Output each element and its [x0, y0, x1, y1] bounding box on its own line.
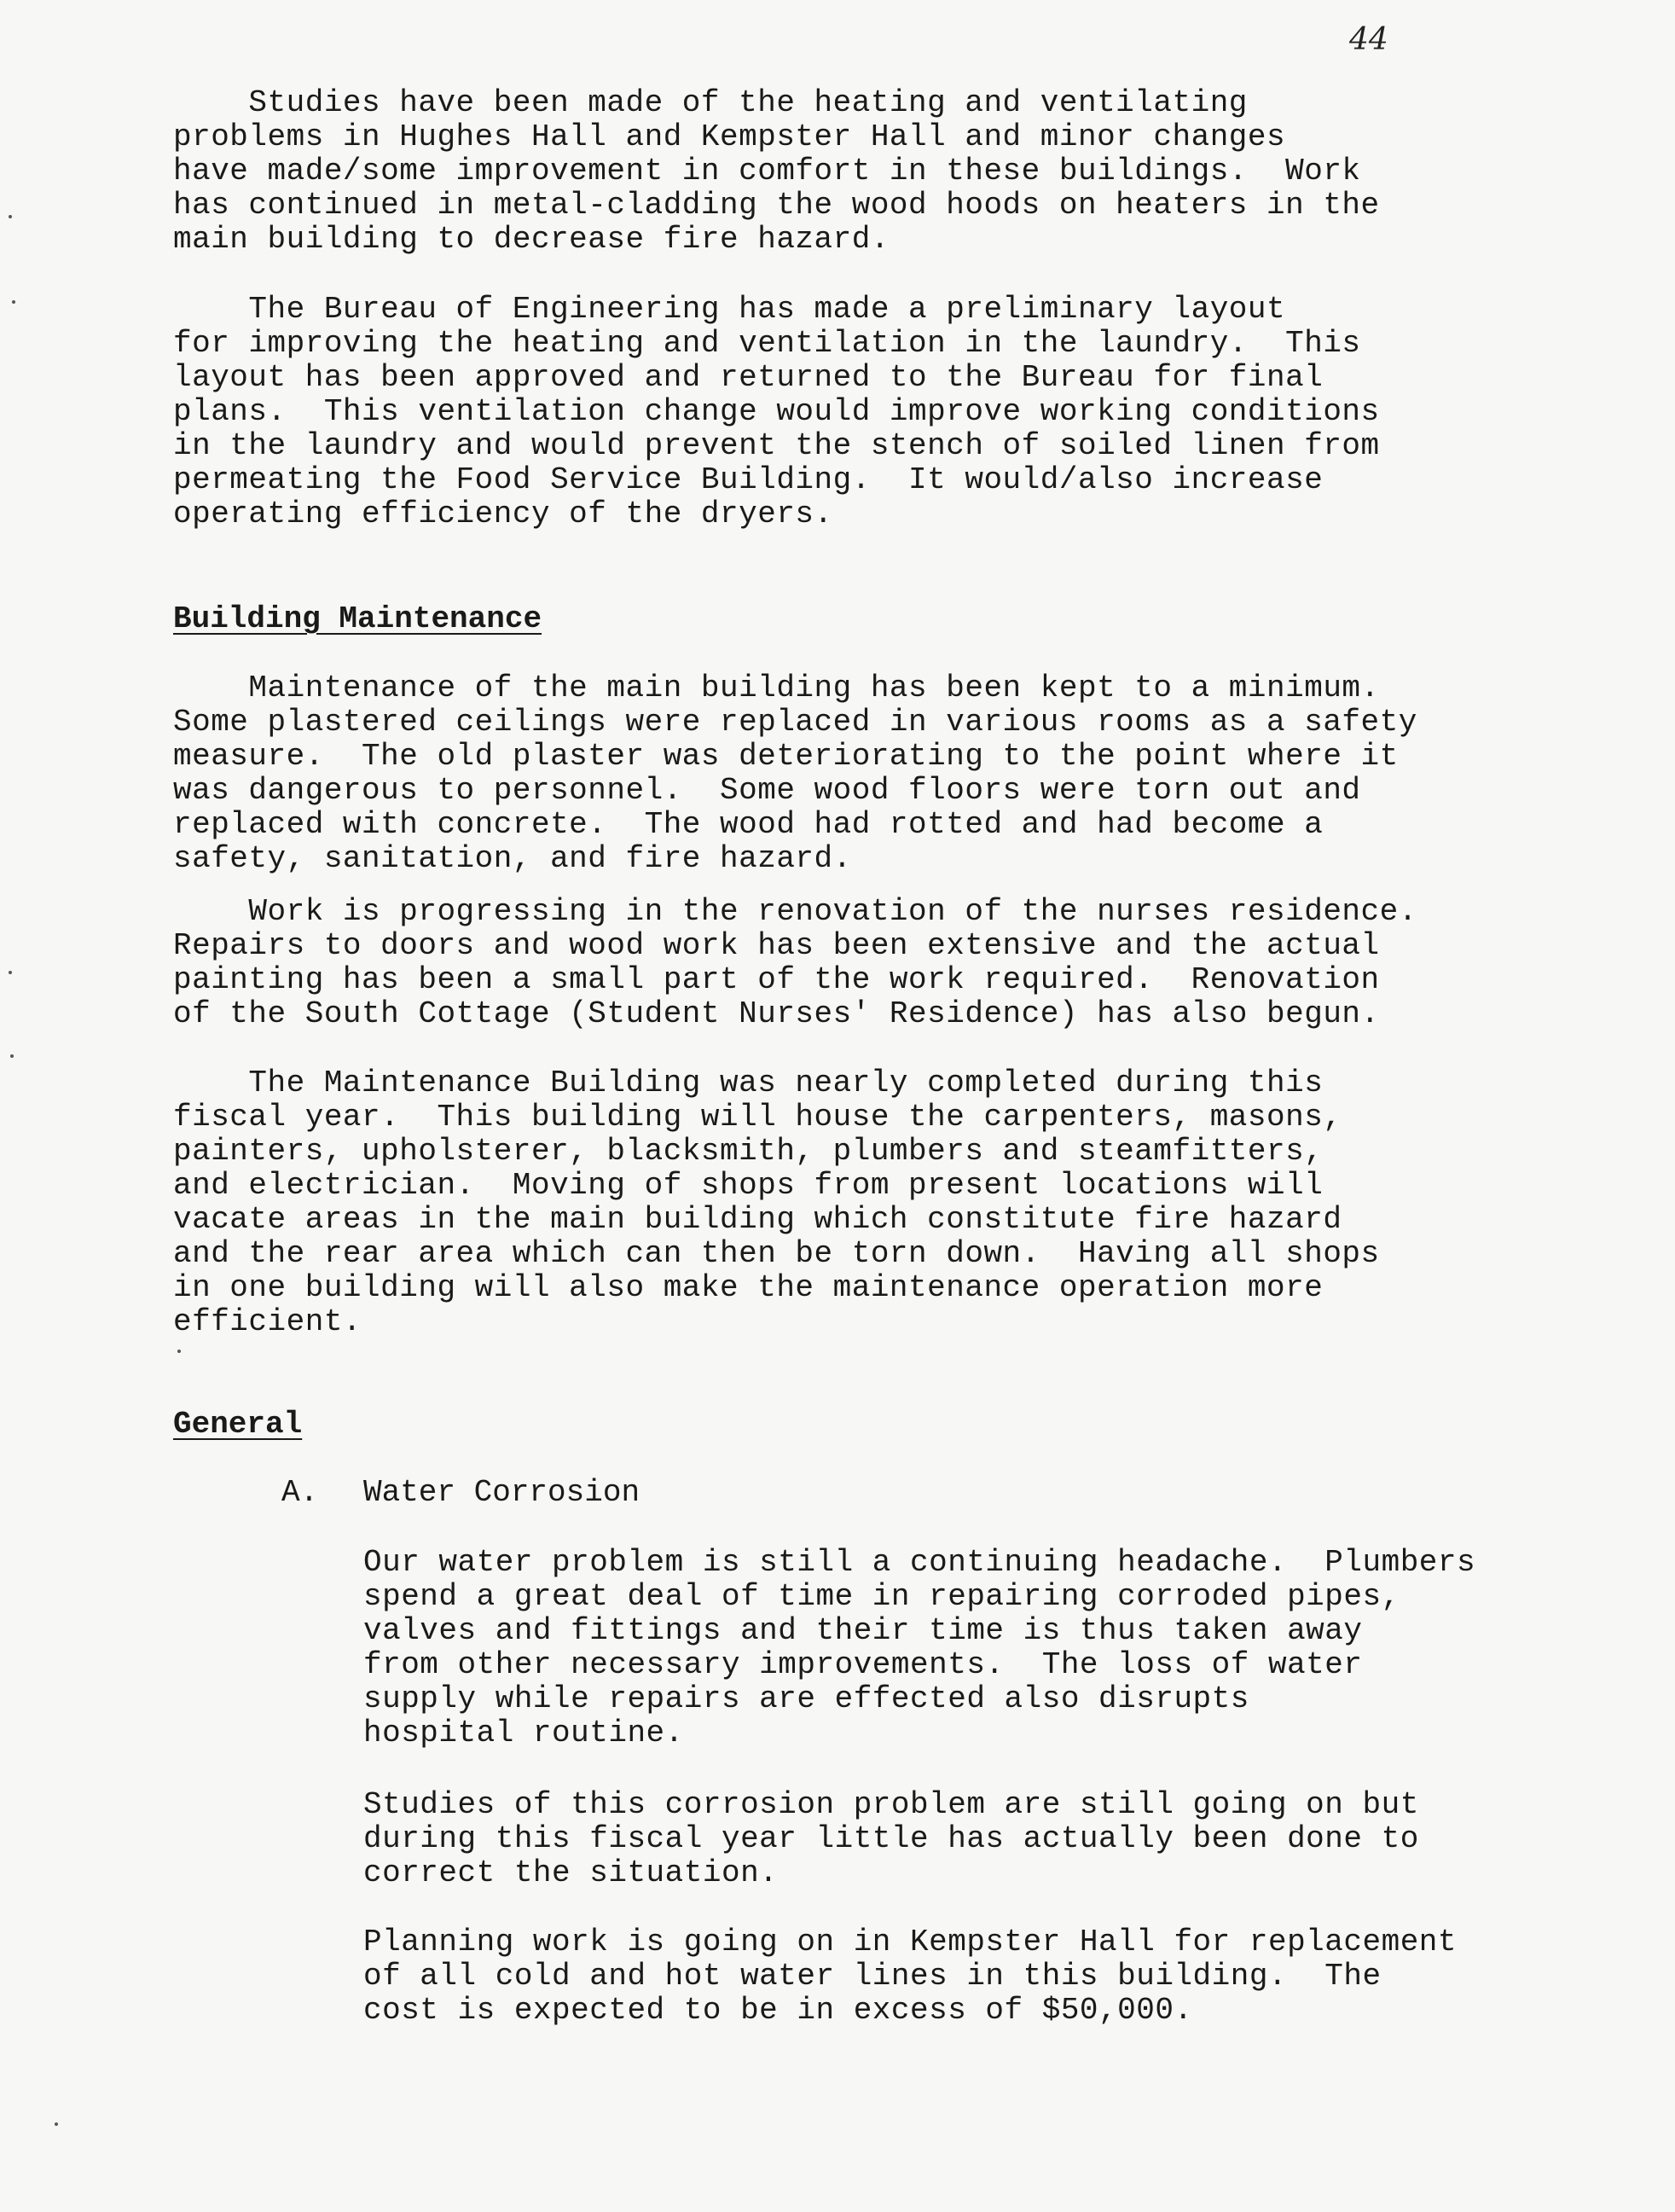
paragraph-laundry-ventilation: The Bureau of Engineering has made a preliminary layout for improving the heating and ventilation in the laundry. This layout has been approved and returned to the Bureau for final plans. This ventilation change would improve working conditions in the laundry and would prevent the stench of soiled linen from permeating the Food Service Building. It would/also increase operating efficiency of the dryers. [173, 292, 1380, 531]
paragraph-maintenance-building: The Maintenance Building was nearly completed during this fiscal year. This building will house the carpenters, masons, painters, upholsterer, blacksmith, plumbers and steamfitters, and electrician. Moving of shops from present locations will vacate areas in the main building which constitute fire hazard and the rear area which can then be torn down. Having all shops in one building will also make the maintenance operation more efficient. [173, 1065, 1380, 1339]
paragraph-water-problem: Our water problem is still a continuing headache. Plumbers spend a great deal of time in repairing corroded pipes, valves and fittings and their time is thus taken away from other necessary improvements. The loss of water supply while repairs are effected also disrupts hospital routine. [363, 1545, 1476, 1750]
margin-mark [9, 215, 12, 218]
heading-building-maintenance: Building Maintenance [173, 601, 542, 636]
margin-mark [177, 1350, 181, 1353]
paragraph-heating-ventilating: Studies have been made of the heating and ventilating problems in Hughes Hall and Kempster Hall and minor changes have made/some improvement in comfort in these buildings. Work has continued in metal-cladding the wood hoods on heaters in the main building to decrease fire hazard. [173, 85, 1380, 257]
paragraph-kempster-planning: Planning work is going on in Kempster Hall for replacement of all cold and hot water lines in this building. The cost is expected to be in excess of $50,000. [363, 1925, 1458, 2028]
paragraph-nurses-residence: Work is progressing in the renovation of the nurses residence. Repairs to doors and wood work has been extensive and the actual painting has been a small part of the work required. Renovation of the South Cottage (Student Nurses' Residence) has also begun. [173, 894, 1417, 1031]
heading-general: General [173, 1407, 303, 1442]
margin-mark [9, 971, 12, 974]
margin-mark [10, 1054, 14, 1058]
margin-mark [55, 2122, 58, 2126]
item-a-marker: A. [281, 1475, 319, 1510]
page-number: 44 [1349, 22, 1388, 57]
margin-mark [12, 300, 15, 304]
item-a-title: Water Corrosion [363, 1475, 640, 1510]
paragraph-corrosion-studies: Studies of this corrosion problem are still going on but during this fiscal year little has actually been done to correct the situation. [363, 1787, 1419, 1890]
paragraph-main-building-maintenance: Maintenance of the main building has been kept to a minimum. Some plastered ceilings were replaced in various rooms as a safety measure. The old plaster was deteriorating to the point where it was dangerous to personnel. Some wood floors were torn out and replaced with concrete. The wood had rotted and had become a safety, sanitation, and fire hazard. [173, 671, 1417, 876]
